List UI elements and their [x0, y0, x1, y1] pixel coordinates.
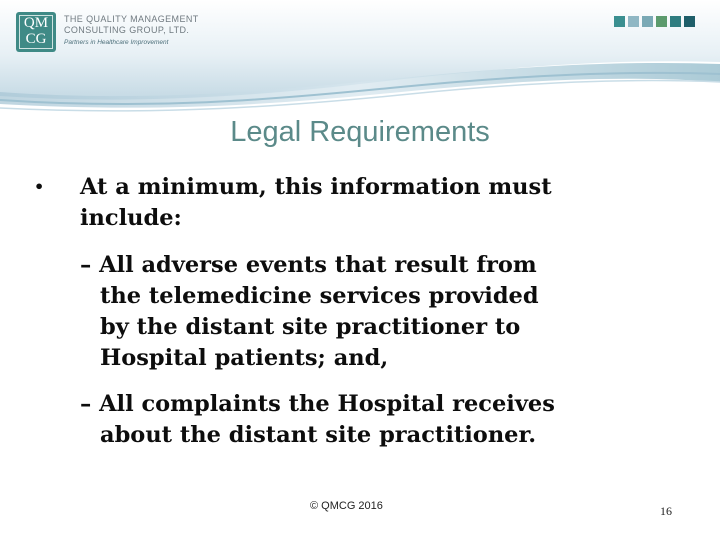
company-tagline: Partners in Healthcare Improvement — [64, 39, 169, 46]
logo-text-bottom: CG — [25, 31, 47, 47]
sub-bullet-line: – All complaints the Hospital receives — [80, 391, 555, 417]
body-line: include: — [80, 205, 182, 231]
accent-square — [656, 16, 667, 27]
accent-square — [642, 16, 653, 27]
body-line: Hospital patients; and, — [100, 345, 389, 371]
body-line: At a minimum, this information must — [80, 174, 552, 200]
logo-text-top: QM — [23, 15, 49, 31]
body-line: about the distant site practitioner. — [100, 422, 537, 448]
accent-square — [628, 16, 639, 27]
body-line: by the distant site practitioner to — [100, 314, 521, 340]
slide-title: Legal Requirements — [230, 116, 490, 148]
accent-square — [614, 16, 625, 27]
qmcg-logo — [16, 12, 56, 52]
company-name — [64, 14, 199, 36]
accent-squares — [614, 16, 695, 27]
body-line: the telemedicine services provided — [100, 283, 539, 309]
company-name-line1: THE QUALITY MANAGEMENT — [64, 14, 199, 24]
page-number: 16 — [660, 504, 672, 518]
company-name-line2: CONSULTING GROUP, LTD. — [64, 25, 190, 35]
accent-square — [670, 16, 681, 27]
sub-bullet-line: – All adverse events that result from — [80, 252, 537, 278]
accent-square — [684, 16, 695, 27]
copyright-footer: © QMCG 2016 — [310, 500, 383, 512]
bullet-marker: • — [34, 177, 45, 196]
